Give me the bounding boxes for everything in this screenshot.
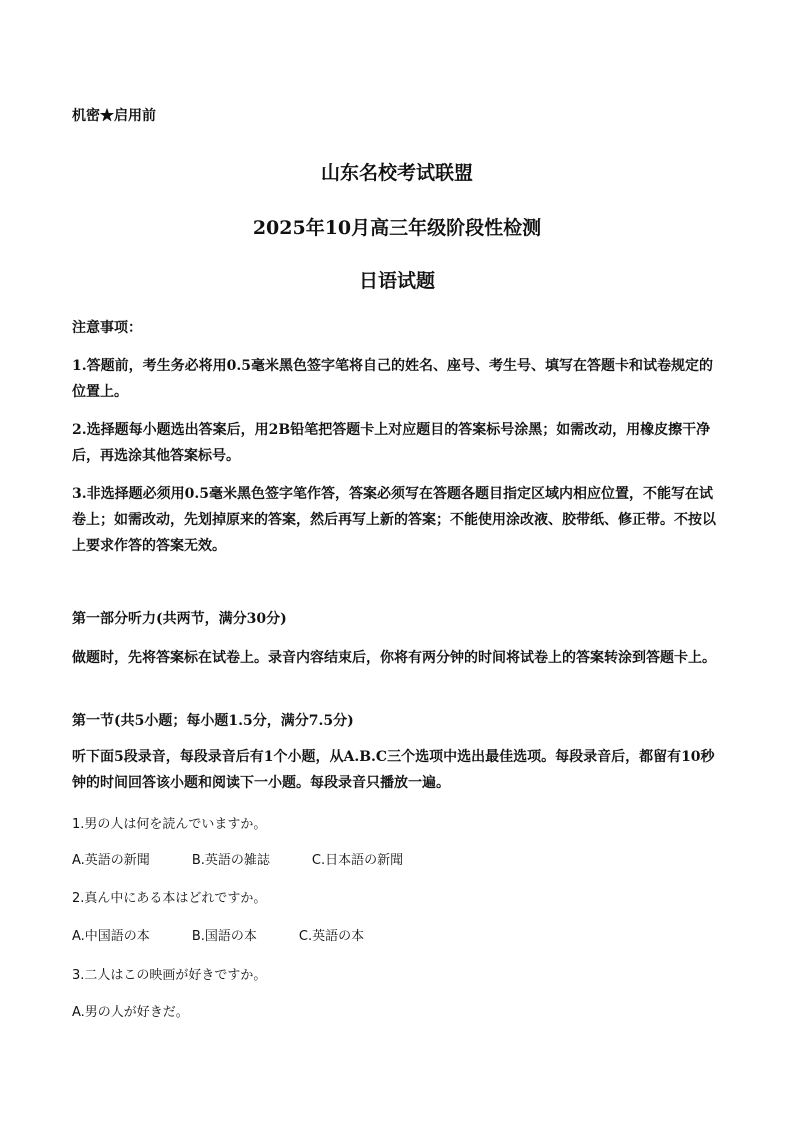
notice-item-2: 2.选择题每小题选出答案后，用2B铅笔把答题卡上对应题目的答案标号涂黑；如需改动，用橡皮擦干净后，再选涂其他答案标号。 — [72, 422, 711, 464]
question-1-option-b: B.英語の雑誌 — [191, 853, 270, 868]
part1-heading: 第一部分听力(共两节，满分30分) — [72, 611, 287, 627]
question-2-option-c: C.英語の本 — [298, 929, 365, 944]
question-1-option-c: C.日本語の新聞 — [311, 853, 404, 868]
notice-item-1: 1.答题前，考生务必将用0.5毫米黑色签字笔将自己的姓名、座号、考生号、填写在答题卡和试卷规定的位置上。 — [72, 358, 713, 400]
exam-date-title: 2025年10月高三年级阶段性检测 — [252, 217, 542, 239]
question-2-option-b: B.国語の本 — [191, 929, 257, 944]
question-1-stem: 1.男の人は何を読んでいますか。 — [72, 817, 267, 832]
question-2-stem: 2.真ん中にある本はどれですか。 — [72, 891, 267, 906]
section1-description: 听下面5段录音，每段录音后有1个小题，从A.B.C三个选项中选出最佳选项。每段录音后，都留有10秒钟的时间回答该小题和阅读下一小题。每段录音只播放一遍。 — [72, 749, 715, 791]
question-2-options — [72, 927, 724, 947]
question-2-option-a: A.中国語の本 — [72, 929, 150, 944]
section1-heading: 第一节(共5小题；每小题1.5分，满分7.5分) — [72, 713, 354, 729]
notice-item-3: 3.非选择题必须用0.5毫米黑色签字笔作答，答案必须写在答题各题目指定区域内相应位置，不能写在试卷上；如需改动，先划掉原来的答案，然后再写上新的答案；不能使用涂改液、胶带纸、修正带。不按以上要求作答的答案无效。 — [72, 486, 716, 554]
subject-title: 日语试题 — [358, 270, 435, 292]
part1-description: 做题时，先将答案标在试卷上。录音内容结束后，你将有两分钟的时间将试卷上的答案转涂到答题卡上。 — [72, 650, 716, 666]
exam-alliance-title: 山东名校考试联盟 — [320, 162, 473, 184]
confidential-mark: 机密★启用前 — [72, 108, 156, 124]
question-1-options — [72, 851, 724, 871]
question-1-option-a: A.英語の新聞 — [72, 853, 150, 868]
notice-heading: 注意事项： — [72, 320, 142, 336]
question-3-stem: 3.二人はこの映画が好きですか。 — [72, 968, 267, 983]
question-3-option-a: A.男の人が好きだ。 — [72, 1005, 189, 1020]
